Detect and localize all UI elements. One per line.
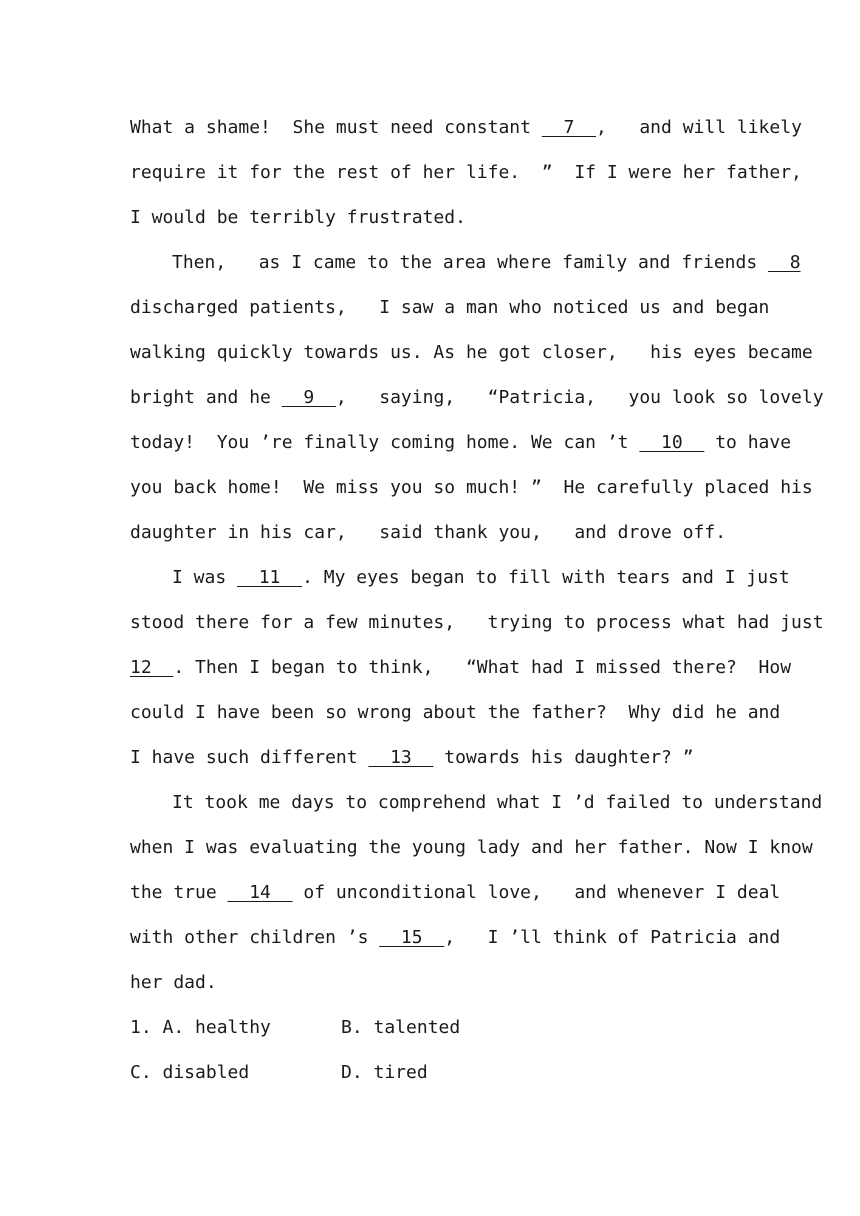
blank-10: 10 bbox=[639, 432, 705, 453]
text-line bbox=[130, 825, 813, 870]
text-segment: towards his daughter? ” bbox=[433, 747, 694, 768]
option-a: 1. A. healthy bbox=[130, 1017, 271, 1038]
question-1-options-row bbox=[130, 1005, 730, 1050]
text-segment: walking quickly towards us. As he got closer, his eyes became bbox=[130, 342, 813, 363]
text-line bbox=[130, 555, 790, 600]
text-segment: What a shame! She must need constant bbox=[130, 117, 542, 138]
text-segment: It took me days to comprehend what I ’d failed to understand bbox=[172, 792, 823, 813]
text-segment: I was bbox=[172, 567, 238, 588]
text-line bbox=[130, 780, 823, 825]
text-segment: . My eyes began to fill with tears and I just bbox=[302, 567, 790, 588]
document-page bbox=[130, 105, 824, 1095]
text-segment: when I was evaluating the young lady and her father. Now I know bbox=[130, 837, 813, 858]
text-line bbox=[130, 330, 813, 375]
option-b: B. talented bbox=[341, 1017, 461, 1038]
text-line bbox=[130, 510, 730, 555]
blank-15: 15 bbox=[379, 927, 445, 948]
text-segment: . Then I began to think, “What had I missed there? How bbox=[173, 657, 792, 678]
text-line bbox=[130, 285, 770, 330]
text-segment: , I ’ll think of Patricia and bbox=[444, 927, 781, 948]
blank-11: 11 bbox=[237, 567, 303, 588]
text-line bbox=[130, 735, 730, 780]
text-segment: could I have been so wrong about the father? Why did he and bbox=[130, 702, 781, 723]
text-line bbox=[130, 240, 801, 285]
text-segment: discharged patients, I saw a man who noticed us and began bbox=[130, 297, 770, 318]
text-segment: of unconditional love, and whenever I deal bbox=[292, 882, 781, 903]
text-segment: daughter in his car, said thank you, and drove off. bbox=[130, 522, 727, 543]
option-d: D. tired bbox=[341, 1062, 428, 1083]
text-line bbox=[130, 465, 813, 510]
blank-7: 7 bbox=[541, 117, 596, 138]
text-line bbox=[130, 645, 792, 690]
text-line bbox=[130, 690, 781, 735]
blank-8: 8 bbox=[768, 252, 801, 273]
text-line bbox=[130, 915, 781, 960]
text-line bbox=[130, 960, 730, 1005]
text-segment: the true bbox=[130, 882, 228, 903]
text-segment: Then, as I came to the area where family and friends bbox=[172, 252, 769, 273]
blank-12: 12 bbox=[130, 657, 174, 678]
text-segment: , and will likely bbox=[596, 117, 802, 138]
option-c: C. disabled bbox=[130, 1062, 250, 1083]
text-segment: , saying, “Patricia, you look so lovely bbox=[335, 387, 824, 408]
text-segment: you back home! We miss you so much! ” He carefully placed his bbox=[130, 477, 813, 498]
blank-14: 14 bbox=[227, 882, 293, 903]
text-segment: I have such different bbox=[130, 747, 369, 768]
text-segment: to have bbox=[704, 432, 792, 453]
text-line bbox=[130, 420, 792, 465]
text-line bbox=[130, 195, 730, 240]
text-segment: require it for the rest of her life. ” If I were her father, bbox=[130, 162, 802, 183]
text-segment: I would be terribly frustrated. bbox=[130, 207, 466, 228]
text-segment: with other children ’s bbox=[130, 927, 380, 948]
question-1-options-row bbox=[130, 1050, 730, 1095]
text-line bbox=[130, 105, 802, 150]
text-line bbox=[130, 375, 824, 420]
text-line bbox=[130, 600, 824, 645]
text-segment: bright and he bbox=[130, 387, 282, 408]
text-segment: stood there for a few minutes, trying to process what had just bbox=[130, 612, 824, 633]
blank-9: 9 bbox=[281, 387, 336, 408]
text-line bbox=[130, 150, 802, 195]
text-segment: her dad. bbox=[130, 972, 217, 993]
blank-13: 13 bbox=[368, 747, 434, 768]
text-line bbox=[130, 870, 781, 915]
text-segment: today! You ’re finally coming home. We can ’t bbox=[130, 432, 640, 453]
